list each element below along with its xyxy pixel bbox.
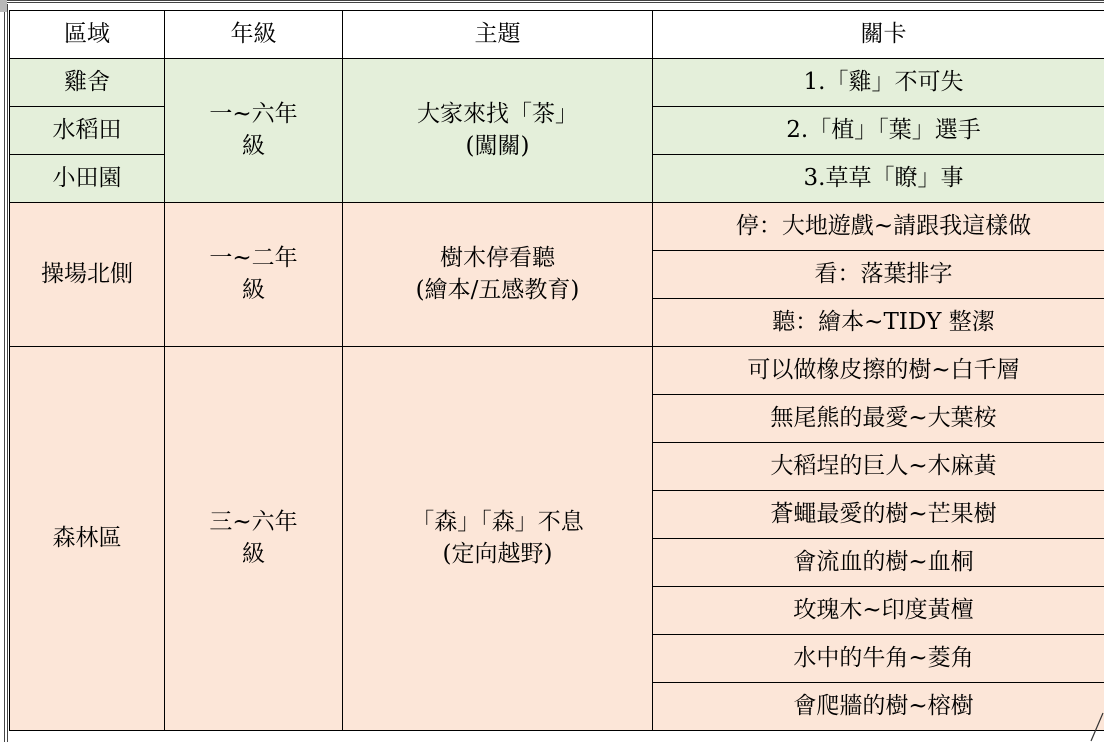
header-row: [10, 11, 1104, 59]
level-cell: 1.「雞」不可失: [653, 59, 1104, 107]
table-row: [10, 347, 1104, 395]
zone-cell: 森林區: [10, 347, 165, 731]
header-theme: 主題: [343, 11, 653, 59]
level-cell: 可以做橡皮擦的樹~白千層: [653, 347, 1104, 395]
level-cell: 會流血的樹~血桐: [653, 539, 1104, 587]
activity-table: [9, 10, 1104, 731]
page-border-left: [4, 4, 8, 742]
level-cell: 蒼蠅最愛的樹~芒果樹: [653, 491, 1104, 539]
page-border-top: [0, 0, 1104, 3]
level-cell: 玫瑰木~印度黃檀: [653, 587, 1104, 635]
zone-cell: 水稻田: [10, 107, 165, 155]
level-cell: 大稻埕的巨人~木麻黃: [653, 443, 1104, 491]
level-cell: 會爬牆的樹~榕樹: [653, 683, 1104, 731]
table-row: [10, 203, 1104, 251]
zone-cell: 操場北側: [10, 203, 165, 347]
level-cell: 3.草草「瞭」事: [653, 155, 1104, 203]
grade-cell: 三~六年 級: [165, 347, 343, 731]
level-cell: 無尾熊的最愛~大葉桉: [653, 395, 1104, 443]
header-grade: 年級: [165, 11, 343, 59]
zone-cell: 雞舍: [10, 59, 165, 107]
level-cell: 水中的牛角~菱角: [653, 635, 1104, 683]
corner-diagonal-mark: [1090, 712, 1104, 742]
header-level: 關卡: [653, 11, 1104, 59]
theme-cell: 大家來找「茶」 (闖關): [343, 59, 653, 203]
theme-cell: 「森」「森」不息 (定向越野): [343, 347, 653, 731]
grade-cell: 一~二年 級: [165, 203, 343, 347]
theme-cell: 樹木停看聽 (繪本/五感教育): [343, 203, 653, 347]
corner-mark: [0, 0, 7, 12]
level-cell: 看：落葉排字: [653, 251, 1104, 299]
zone-cell: 小田園: [10, 155, 165, 203]
level-cell: 2.「植」「葉」選手: [653, 107, 1104, 155]
level-cell: 停：大地遊戲~請跟我這樣做: [653, 203, 1104, 251]
table-row: [10, 59, 1104, 107]
level-cell: 聽：繪本~TIDY 整潔: [653, 299, 1104, 347]
header-zone: 區域: [10, 11, 165, 59]
grade-cell: 一~六年 級: [165, 59, 343, 203]
